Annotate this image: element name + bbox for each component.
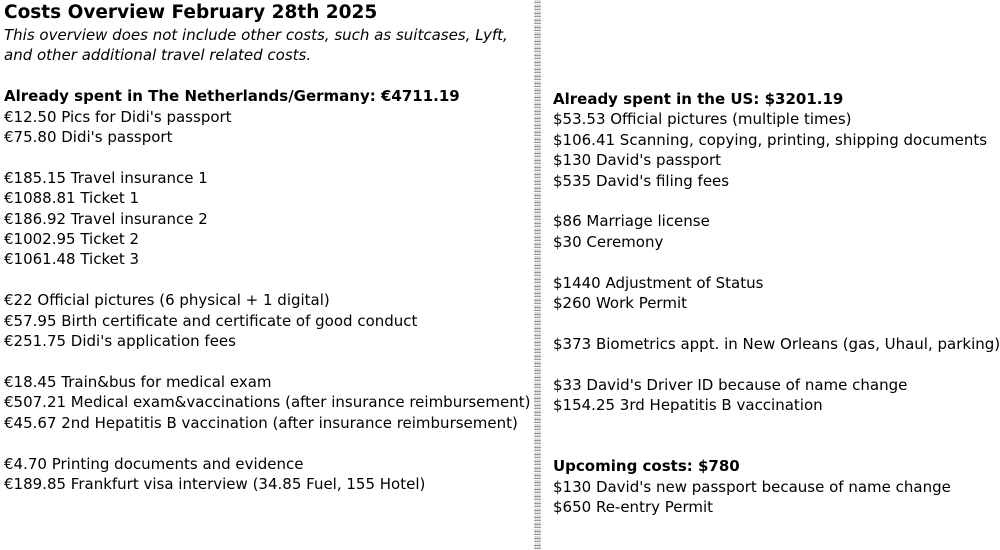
- spacer: [553, 313, 1000, 333]
- list-item: $106.41 Scanning, copying, printing, shipping documents: [553, 130, 988, 149]
- page-title: Costs Overview February 28th 2025: [4, 2, 378, 23]
- list-item: €1061.48 Ticket 3: [4, 250, 140, 269]
- list-item: €189.85 Frankfurt visa interview (34.85 Fuel, 155 Hotel): [4, 474, 426, 493]
- list-item: €185.15 Travel insurance 1: [4, 168, 208, 187]
- list-item: $535 David's filing fees: [553, 171, 730, 190]
- list-item: €251.75 Didi's application fees: [4, 332, 236, 351]
- spacer: [4, 270, 532, 290]
- list-item: $260 Work Permit: [553, 294, 687, 313]
- spacer: [553, 252, 1000, 272]
- list-item: $33 David's Driver ID because of name change: [553, 375, 908, 394]
- list-item: $373 Biometrics appt. in New Orleans (gas, Uhaul, parking): [553, 334, 1000, 353]
- list-item: $30 Ceremony: [553, 232, 664, 251]
- list-item: $650 Re-entry Permit: [553, 498, 714, 517]
- left-column-heading: Already spent in The Netherlands/Germany: €4711.19: [4, 87, 460, 106]
- list-item: €57.95 Birth certificate and certificate of good conduct: [4, 311, 418, 330]
- spacer: [4, 147, 532, 167]
- spacer: [553, 354, 1000, 374]
- upcoming-costs-heading: Upcoming costs: $780: [553, 457, 740, 476]
- right-column: [553, 0, 1000, 518]
- column-divider: [534, 0, 541, 550]
- list-item: $154.25 3rd Hepatitis B vaccination: [553, 396, 823, 415]
- page-subtitle-line-1: This overview does not include other costs, such as suitcases, Lyft,: [4, 26, 508, 44]
- list-item: €507.21 Medical exam&vaccinations (after insurance reimbursement): [4, 393, 531, 412]
- list-item: $53.53 Official pictures (multiple times): [553, 110, 852, 129]
- spacer: [553, 416, 1000, 436]
- page-subtitle-line-2: and other additional travel related costs.: [4, 46, 312, 65]
- list-item: €22 Official pictures (6 physical + 1 digital): [4, 291, 330, 310]
- list-item: $130 David's passport: [553, 151, 722, 170]
- list-item: $130 David's new passport because of name change: [553, 477, 951, 496]
- list-item: €12.50 Pics for Didi's passport: [4, 107, 232, 126]
- left-column: [4, 0, 532, 494]
- spacer: [553, 436, 1000, 456]
- list-item: $86 Marriage license: [553, 212, 710, 231]
- list-item: €186.92 Travel insurance 2: [4, 209, 208, 228]
- list-item: €45.67 2nd Hepatitis B vaccination (after insurance reimbursement): [4, 413, 518, 432]
- spacer: [4, 433, 532, 453]
- list-item: €18.45 Train&bus for medical exam: [4, 372, 272, 391]
- list-item: €75.80 Didi's passport: [4, 128, 173, 147]
- spacer: [4, 66, 532, 86]
- spacer: [553, 191, 1000, 211]
- list-item: €4.70 Printing documents and evidence: [4, 454, 304, 473]
- right-column-heading: Already spent in the US: $3201.19: [553, 90, 844, 108]
- list-item: €1088.81 Ticket 1: [4, 189, 140, 208]
- list-item: $1440 Adjustment of Status: [553, 273, 764, 292]
- list-item: €1002.95 Ticket 2: [4, 230, 140, 249]
- spacer: [4, 352, 532, 372]
- right-column-top-spacer: [553, 0, 1000, 89]
